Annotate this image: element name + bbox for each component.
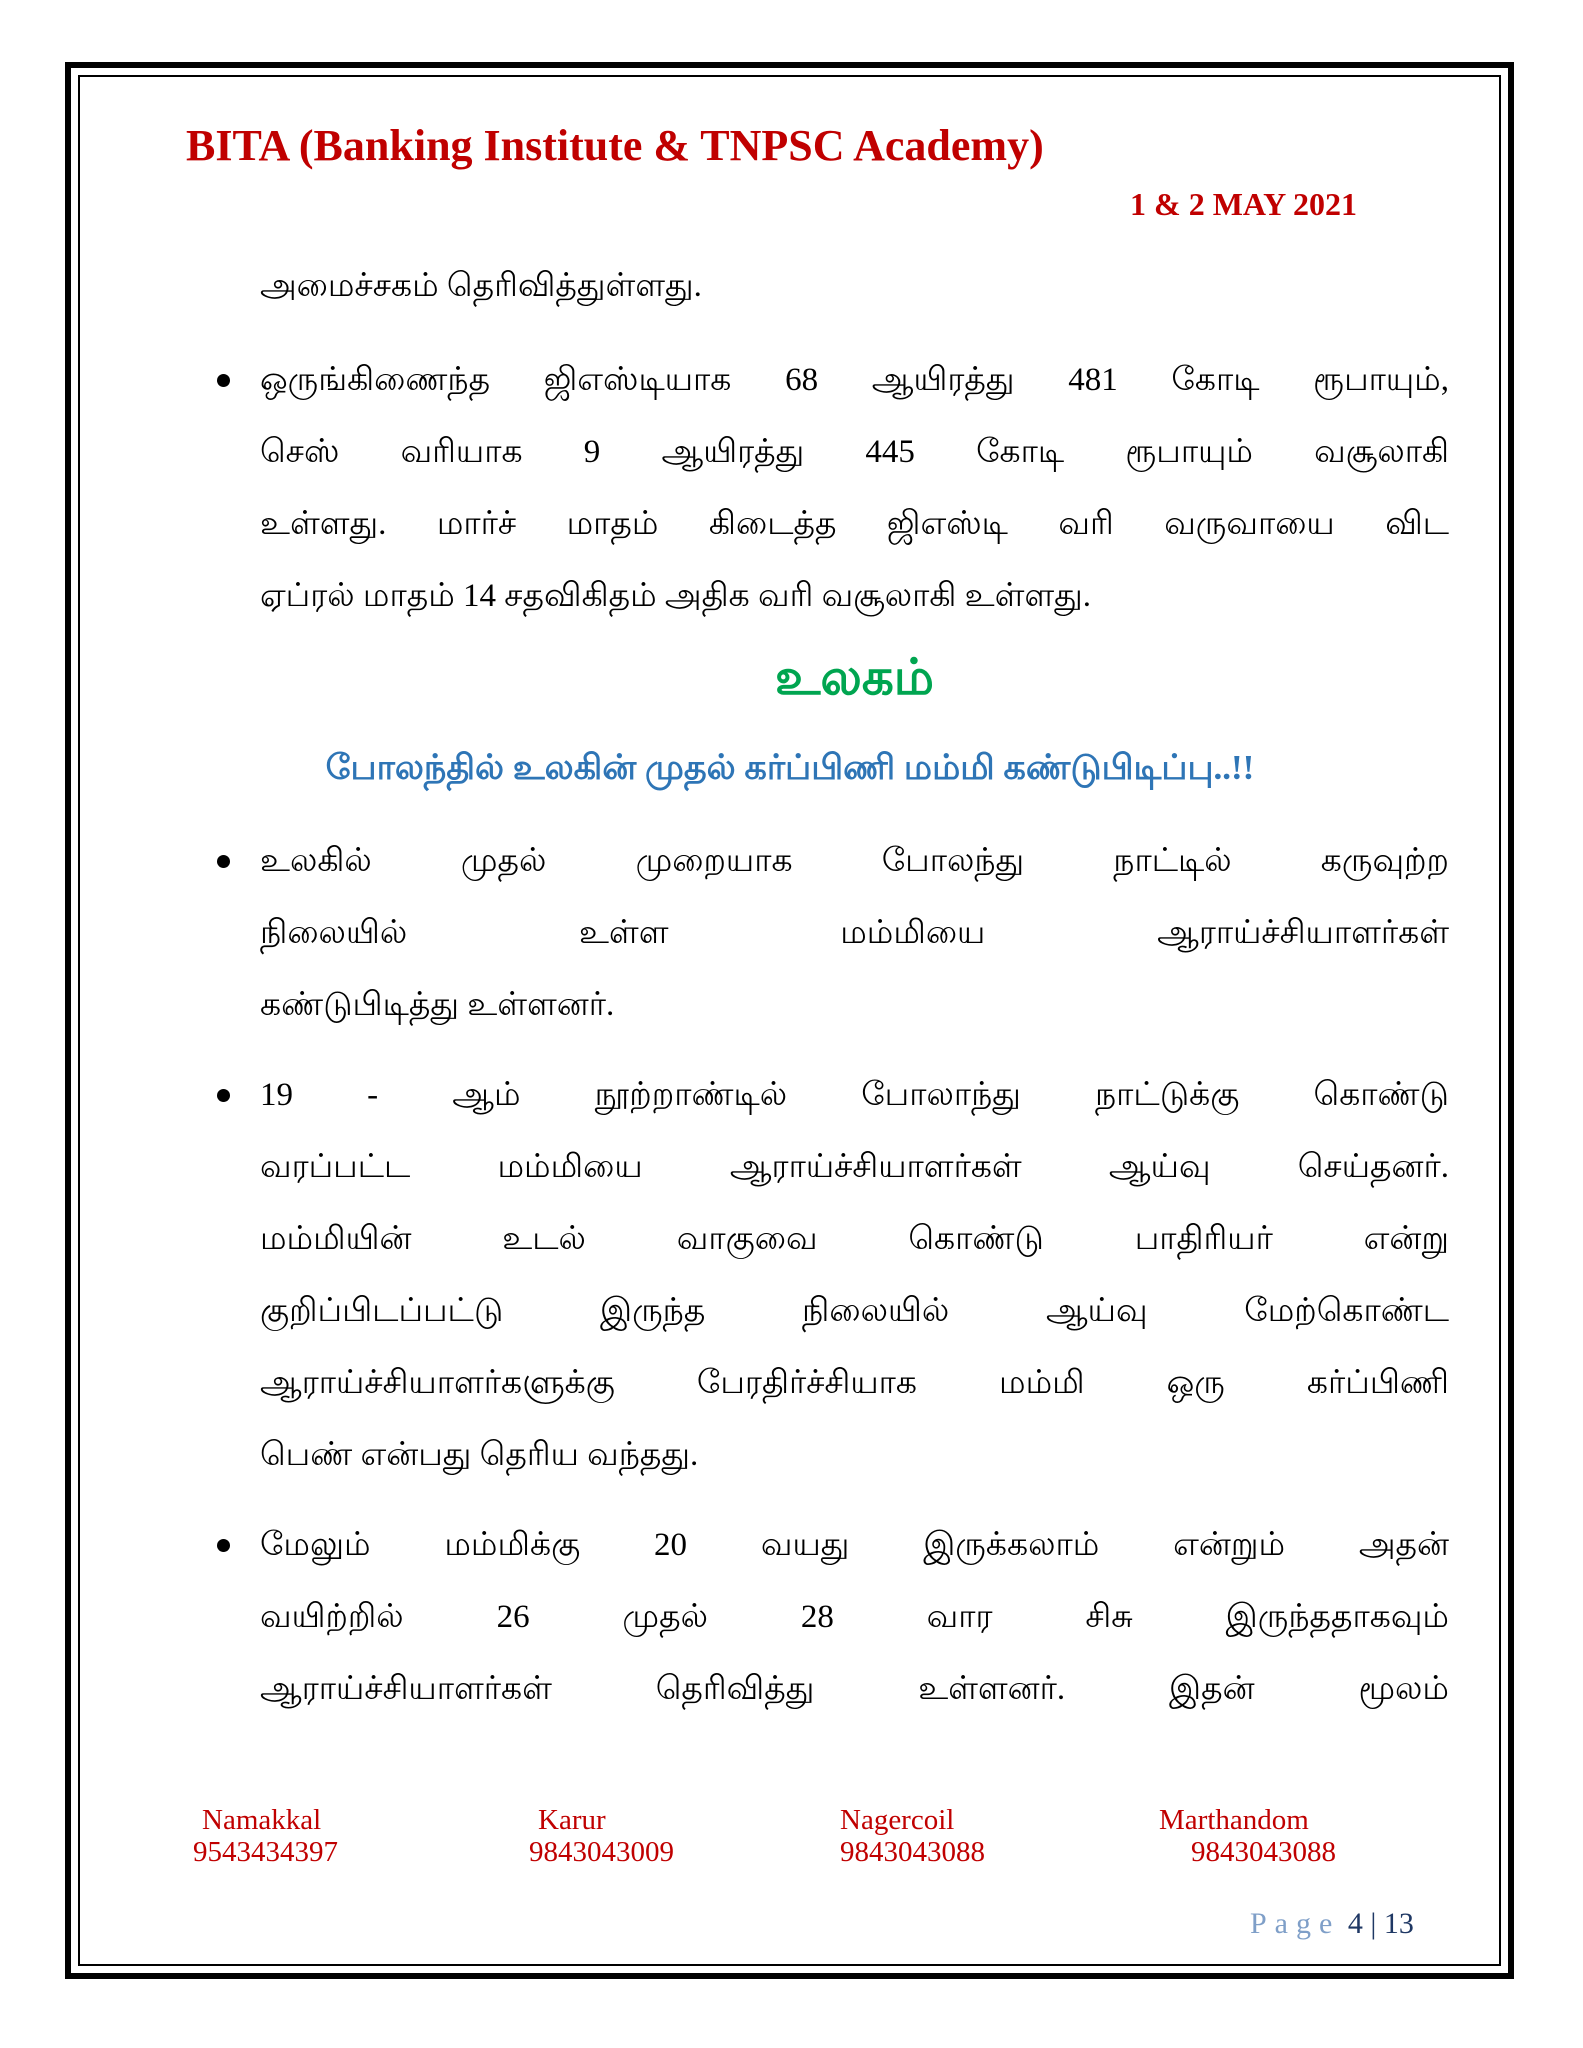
section-heading: உலகம் <box>774 649 935 705</box>
page-label: Page <box>1250 1907 1341 1940</box>
footer-city-karur: Karur <box>538 1804 606 1836</box>
footer-phone-namakkal: 9543434397 <box>193 1836 338 1868</box>
intro-paragraph <box>260 250 1449 322</box>
text-line: உலகில் முதல் முறையாக போலந்து நாட்டில் கருவுற்ற <box>260 843 1449 879</box>
page-total: 13 <box>1383 1907 1414 1940</box>
bullet-item <box>260 1509 1449 1725</box>
text-line: மம்மியின் உடல் வாகுவை கொண்டு பாதிரியர் என்று <box>260 1221 1449 1257</box>
footer-city-marthandom: Marthandom <box>1159 1804 1309 1836</box>
bullet-gst-collection <box>260 344 1449 632</box>
text-line: ஏப்ரல் மாதம் 14 சதவிகிதம் அதிக வரி வசூலாகி உள்ளது. <box>260 578 1092 614</box>
footer-phone-nagercoil: 9843043088 <box>840 1836 985 1868</box>
bullet-icon <box>217 374 230 387</box>
text-line: செஸ் வரியாக 9 ஆயிரத்து 445 கோடி ரூபாயும் வசூலாகி <box>260 434 1449 470</box>
text-line: 19 - ஆம் நூற்றாண்டில் போலாந்து நாட்டுக்கு கொண்டு <box>260 1077 1449 1113</box>
text-line: ஒருங்கிணைந்த ஜிஎஸ்டியாக 68 ஆயிரத்து 481 கோடி ரூபாயும், <box>260 362 1449 398</box>
text-line: உள்ளது. மார்ச் மாதம் கிடைத்த ஜிஎஸ்டி வரி வருவாயை விட <box>260 506 1449 542</box>
page-separator: | <box>1370 1907 1377 1940</box>
footer-phone-marthandom: 9843043088 <box>1191 1836 1336 1868</box>
bullet-icon <box>217 1089 230 1102</box>
text-line: ஆராய்ச்சியாளர்கள் தெரிவித்து உள்ளனர். இதன் மூலம் <box>260 1671 1449 1707</box>
bullet-icon <box>217 855 230 868</box>
footer-city-nagercoil: Nagercoil <box>840 1804 955 1836</box>
text-line: வயிற்றில் 26 முதல் 28 வார சிசு இருந்ததாகவும் <box>260 1599 1449 1635</box>
institute-title: BITA (Banking Institute & TNPSC Academy) <box>186 121 1044 170</box>
footer-city-namakkal: Namakkal <box>202 1804 322 1836</box>
text-line: வரப்பட்ட மம்மியை ஆராய்ச்சியாளர்கள் ஆய்வு செய்தனர். <box>260 1149 1449 1185</box>
text-line: மேலும் மம்மிக்கு 20 வயது இருக்கலாம் என்றும் அதன் <box>260 1527 1449 1563</box>
page-current: 4 <box>1347 1907 1363 1940</box>
text-line: ஆராய்ச்சியாளர்களுக்கு பேரதிர்ச்சியாக மம்மி ஒரு கர்ப்பிணி <box>260 1365 1449 1401</box>
page-number <box>1250 1904 1414 1944</box>
text-line: அமைச்சகம் தெரிவித்துள்ளது. <box>260 268 702 304</box>
text-line: நிலையில் உள்ள மம்மியை ஆராய்ச்சியாளர்கள் <box>260 915 1449 951</box>
bullet-icon <box>217 1539 230 1552</box>
text-line: பெண் என்பது தெரிய வந்தது. <box>260 1437 699 1473</box>
text-line: கண்டுபிடித்து உள்ளனர். <box>260 987 615 1023</box>
text-line: குறிப்பிடப்பட்டு இருந்த நிலையில் ஆய்வு மேற்கொண்ட <box>260 1293 1449 1329</box>
footer-phone-karur: 9843043009 <box>529 1836 674 1868</box>
page-content <box>260 250 1449 1725</box>
issue-date: 1 & 2 MAY 2021 <box>1130 186 1357 222</box>
bullet-item <box>260 825 1449 1041</box>
article-title: போலந்தில் உலகின் முதல் கர்ப்பிணி மம்மி கண்டுபிடிப்பு..!! <box>325 748 1255 787</box>
bullet-item <box>260 1059 1449 1491</box>
